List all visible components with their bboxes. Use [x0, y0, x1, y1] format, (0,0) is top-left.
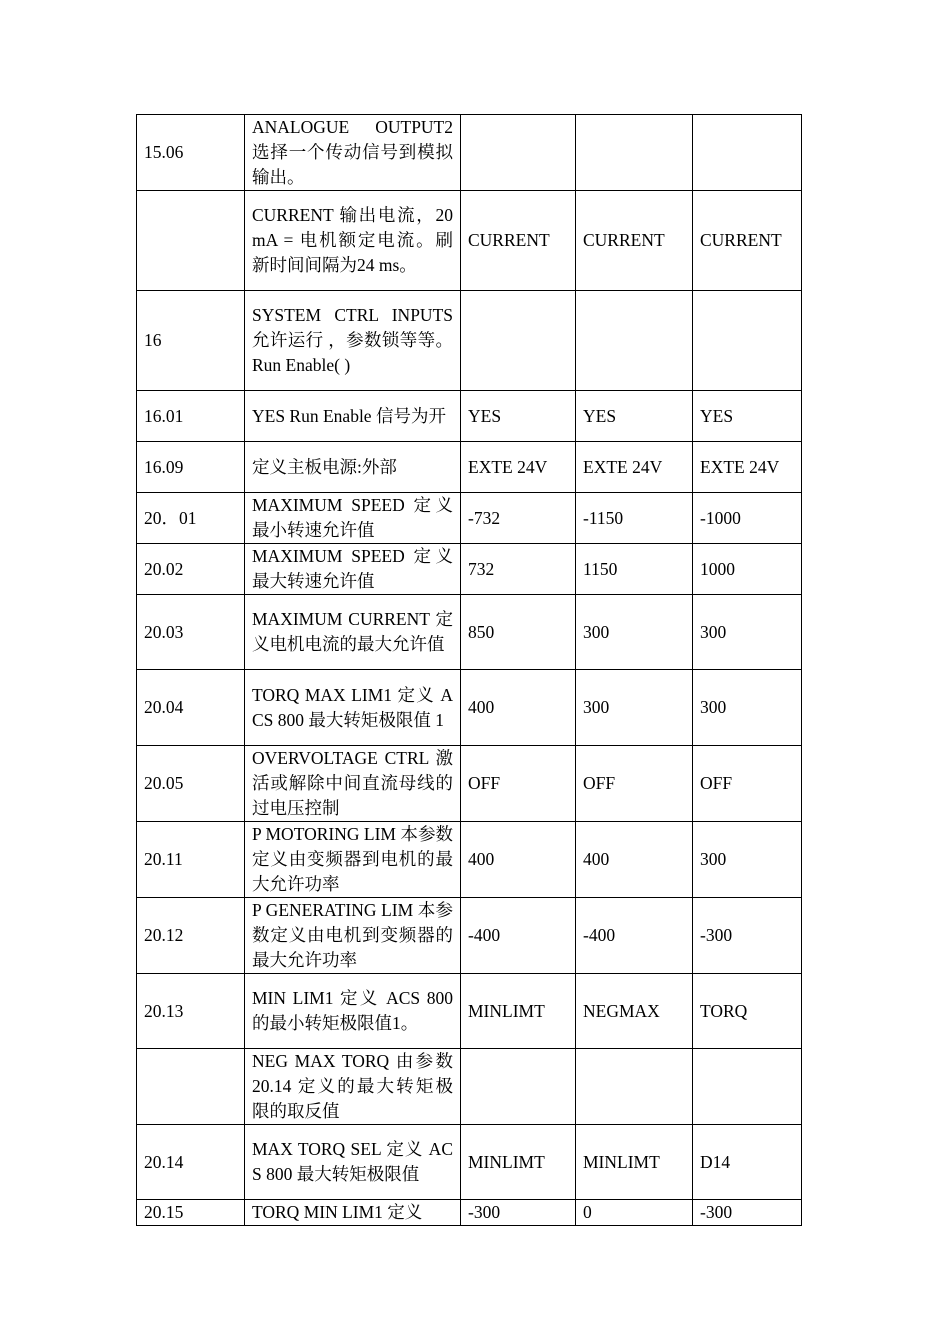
param-description: YES Run Enable 信号为开: [245, 391, 461, 442]
param-value-1: OFF: [461, 746, 576, 822]
param-value-3: -300: [693, 1200, 802, 1226]
param-value-2: EXTE 24V: [576, 442, 693, 493]
param-value-1: 732: [461, 544, 576, 595]
param-value-2: MINLIMT: [576, 1125, 693, 1200]
param-value-3: TORQ: [693, 974, 802, 1049]
param-value-3: [693, 115, 802, 191]
table-row: [137, 1200, 802, 1226]
param-value-3: [693, 291, 802, 391]
param-code: 20.02: [137, 544, 245, 595]
param-value-3: 1000: [693, 544, 802, 595]
param-code: 20.14: [137, 1125, 245, 1200]
param-code: 20.15: [137, 1200, 245, 1226]
table-row: [137, 898, 802, 974]
param-description: MAXIMUM SPEED 定义最小转速允许值: [245, 493, 461, 544]
table-row: [137, 822, 802, 898]
param-value-1: EXTE 24V: [461, 442, 576, 493]
param-description: TORQ MAX LIM1 定义 ACS 800 最大转矩极限值 1: [245, 670, 461, 746]
param-description: P MOTORING LIM 本参数定义由变频器到电机的最大允许功率: [245, 822, 461, 898]
table-row: [137, 115, 802, 191]
param-value-3: D14: [693, 1125, 802, 1200]
param-value-2: CURRENT: [576, 191, 693, 291]
param-code: 20.05: [137, 746, 245, 822]
table-row: [137, 191, 802, 291]
param-value-1: MINLIMT: [461, 1125, 576, 1200]
param-value-1: [461, 291, 576, 391]
table-row: [137, 595, 802, 670]
param-value-1: 400: [461, 670, 576, 746]
param-value-1: -300: [461, 1200, 576, 1226]
param-value-2: -1150: [576, 493, 693, 544]
param-value-1: [461, 115, 576, 191]
param-value-1: 850: [461, 595, 576, 670]
param-value-3: 300: [693, 822, 802, 898]
param-code: 16.09: [137, 442, 245, 493]
table-row: [137, 1049, 802, 1125]
param-description: OVERVOLTAGE CTRL 激活或解除中间直流母线的过电压控制: [245, 746, 461, 822]
param-value-3: -1000: [693, 493, 802, 544]
param-value-2: NEGMAX: [576, 974, 693, 1049]
param-code: 20.03: [137, 595, 245, 670]
param-code: 16: [137, 291, 245, 391]
param-value-2: [576, 291, 693, 391]
param-value-2: 300: [576, 670, 693, 746]
param-value-2: [576, 1049, 693, 1125]
param-value-2: YES: [576, 391, 693, 442]
param-description: MAXIMUM CURRENT 定义电机电流的最大允许值: [245, 595, 461, 670]
param-description: MAXIMUM SPEED 定义最大转速允许值: [245, 544, 461, 595]
param-description: ANALOGUE OUTPUT2 选择一个传动信号到模拟输出。: [245, 115, 461, 191]
param-value-1: -732: [461, 493, 576, 544]
param-code: 20.11: [137, 822, 245, 898]
param-value-3: 300: [693, 670, 802, 746]
param-code: [137, 191, 245, 291]
param-code: [137, 1049, 245, 1125]
parameter-table: [136, 114, 802, 1226]
param-value-3: [693, 1049, 802, 1125]
param-value-3: 300: [693, 595, 802, 670]
param-value-2: 300: [576, 595, 693, 670]
param-description: MAX TORQ SEL 定义 ACS 800 最大转矩极限值: [245, 1125, 461, 1200]
param-description: 定义主板电源:外部: [245, 442, 461, 493]
param-value-2: 1150: [576, 544, 693, 595]
param-value-2: 400: [576, 822, 693, 898]
table-row: [137, 442, 802, 493]
param-value-2: -400: [576, 898, 693, 974]
param-value-3: EXTE 24V: [693, 442, 802, 493]
param-value-1: CURRENT: [461, 191, 576, 291]
table-row: [137, 670, 802, 746]
param-value-1: 400: [461, 822, 576, 898]
param-value-2: [576, 115, 693, 191]
param-code: 20.04: [137, 670, 245, 746]
param-description: CURRENT 输出电流，20 mA = 电机额定电流。刷新时间间隔为24 ms。: [245, 191, 461, 291]
table-row: [137, 974, 802, 1049]
param-value-1: -400: [461, 898, 576, 974]
param-value-2: 0: [576, 1200, 693, 1226]
param-description: SYSTEM CTRL INPUTS 允许运行 ，参数锁等等。Run Enable( ): [245, 291, 461, 391]
param-value-1: YES: [461, 391, 576, 442]
param-value-1: [461, 1049, 576, 1125]
table-row: [137, 391, 802, 442]
table-row: [137, 1125, 802, 1200]
param-code: 15.06: [137, 115, 245, 191]
param-value-3: CURRENT: [693, 191, 802, 291]
table-row: [137, 746, 802, 822]
table-row: [137, 544, 802, 595]
table-row: [137, 291, 802, 391]
param-value-3: OFF: [693, 746, 802, 822]
parameter-table-body: [137, 115, 802, 1226]
param-value-3: -300: [693, 898, 802, 974]
param-description: TORQ MIN LIM1 定义: [245, 1200, 461, 1226]
param-code: 20.13: [137, 974, 245, 1049]
param-description: MIN LIM1 定义 ACS 800 的最小转矩极限值1。: [245, 974, 461, 1049]
param-description: P GENERATING LIM 本参数定义由电机到变频器的最大允许功率: [245, 898, 461, 974]
param-code: 16.01: [137, 391, 245, 442]
param-value-1: MINLIMT: [461, 974, 576, 1049]
param-code: 20.12: [137, 898, 245, 974]
param-value-3: YES: [693, 391, 802, 442]
param-value-2: OFF: [576, 746, 693, 822]
table-row: [137, 493, 802, 544]
param-description: NEG MAX TORQ 由参数 20.14 定义的最大转矩极限的取反值: [245, 1049, 461, 1125]
param-code: 20．01: [137, 493, 245, 544]
